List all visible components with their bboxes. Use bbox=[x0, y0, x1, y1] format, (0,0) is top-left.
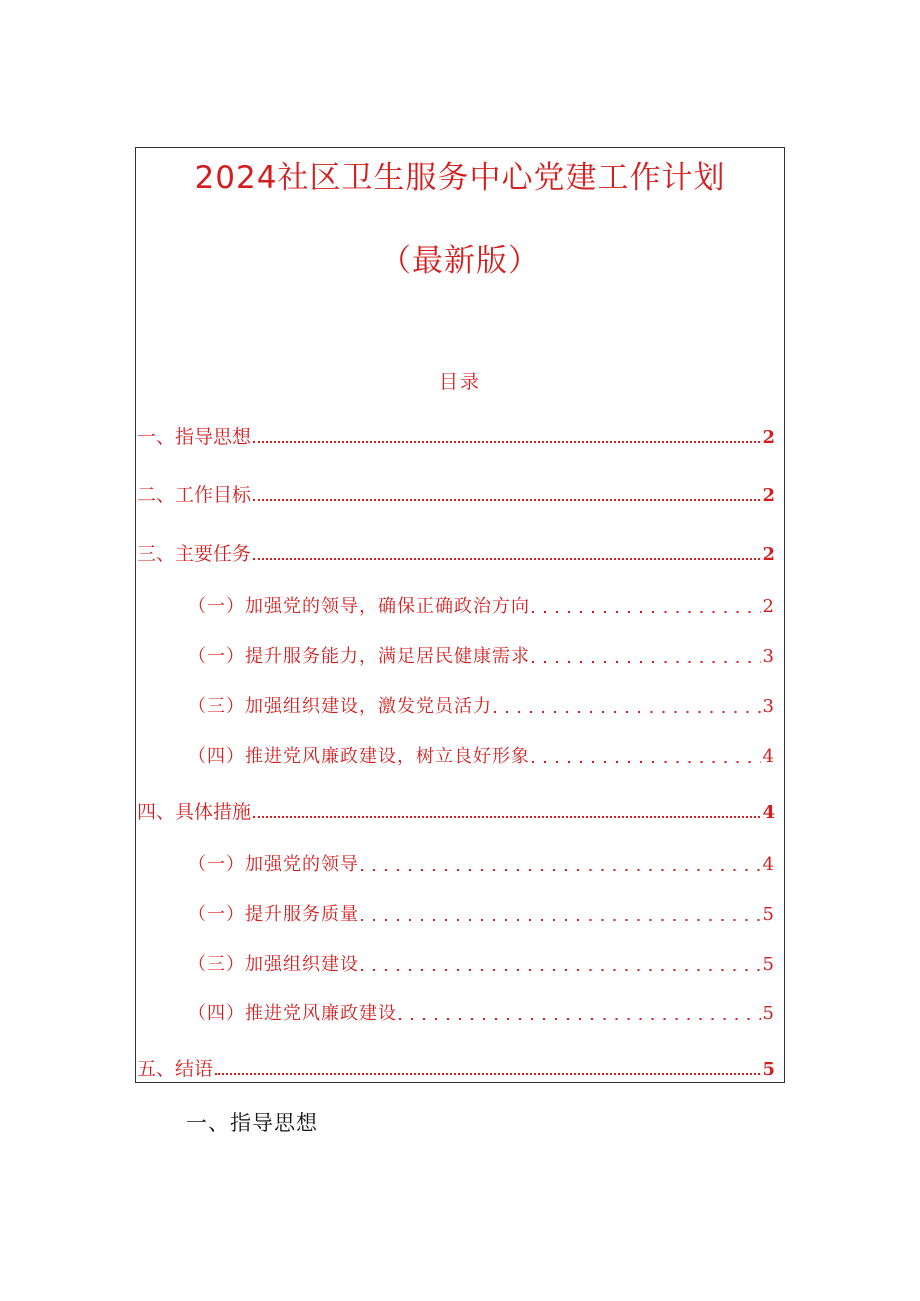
toc-leader bbox=[361, 969, 761, 971]
toc-leader bbox=[532, 761, 761, 763]
toc-entry-page: 5 bbox=[762, 1059, 775, 1080]
body-section-heading: 一、指导思想 bbox=[186, 1111, 318, 1135]
toc-leader bbox=[532, 611, 761, 613]
toc-entry-page: 2 bbox=[762, 485, 775, 506]
toc-leader bbox=[532, 661, 761, 663]
document-title: 2024社区卫生服务中心党建工作计划 bbox=[194, 160, 726, 196]
toc-heading: 目录 bbox=[438, 371, 481, 393]
toc-leader bbox=[361, 869, 761, 871]
toc-entry[interactable] bbox=[188, 850, 775, 876]
toc-entry-page: 3 bbox=[762, 646, 775, 667]
toc-leader bbox=[361, 919, 761, 921]
toc-entry-text: （三）加强组织建设 bbox=[188, 954, 359, 975]
toc-entry-page: 2 bbox=[762, 427, 775, 448]
toc-leader bbox=[253, 558, 760, 560]
toc-entry-text: 二、工作目标 bbox=[137, 484, 252, 506]
toc-entry[interactable] bbox=[137, 422, 775, 449]
toc-entry-text: （一）提升服务能力，满足居民健康需求 bbox=[188, 646, 530, 667]
toc-entry-text: 一、指导思想 bbox=[137, 426, 252, 448]
toc-entry[interactable] bbox=[137, 480, 775, 507]
toc-entry-page: 5 bbox=[762, 1003, 775, 1024]
toc-entry[interactable] bbox=[188, 950, 775, 976]
toc-entry-page: 2 bbox=[762, 596, 775, 617]
toc-entry-page: 2 bbox=[762, 544, 775, 565]
toc-entry[interactable] bbox=[188, 999, 775, 1025]
toc-entry-page: 5 bbox=[762, 904, 775, 925]
toc-leader bbox=[253, 816, 760, 818]
toc-entry-page: 5 bbox=[762, 954, 775, 975]
toc-entry-page: 4 bbox=[762, 802, 775, 823]
toc-leader bbox=[253, 499, 760, 501]
toc-entry[interactable] bbox=[137, 1054, 775, 1081]
toc-leader bbox=[494, 711, 761, 713]
toc-entry-text: 五、结语 bbox=[137, 1058, 214, 1080]
toc-entry-page: 4 bbox=[762, 854, 775, 875]
document-subtitle: （最新版） bbox=[380, 243, 540, 279]
toc-entry-text: （四）推进党风廉政建设，树立良好形象 bbox=[188, 746, 530, 767]
toc-entry-text: （三）加强组织建设，激发党员活力 bbox=[188, 696, 492, 717]
toc-entry[interactable] bbox=[188, 692, 775, 718]
toc-entry[interactable] bbox=[188, 900, 775, 926]
toc-entry-page: 3 bbox=[762, 696, 775, 717]
toc-entry[interactable] bbox=[137, 797, 775, 824]
toc-entry[interactable] bbox=[137, 539, 775, 566]
toc-entry[interactable] bbox=[188, 642, 775, 668]
toc-entry-text: （一）提升服务质量 bbox=[188, 904, 359, 925]
toc-leader bbox=[253, 441, 760, 443]
toc-entry-text: 三、主要任务 bbox=[137, 543, 252, 565]
toc-leader bbox=[215, 1073, 760, 1075]
toc-entry[interactable] bbox=[188, 592, 775, 618]
toc-leader bbox=[399, 1018, 761, 1020]
toc-entry-text: （四）推进党风廉政建设 bbox=[188, 1003, 397, 1024]
toc-entry-text: （一）加强党的领导 bbox=[188, 854, 359, 875]
toc-entry[interactable] bbox=[188, 742, 775, 768]
toc-entry-text: 四、具体措施 bbox=[137, 801, 252, 823]
toc-entry-text: （一）加强党的领导，确保正确政治方向 bbox=[188, 596, 530, 617]
toc-entry-page: 4 bbox=[762, 746, 775, 767]
